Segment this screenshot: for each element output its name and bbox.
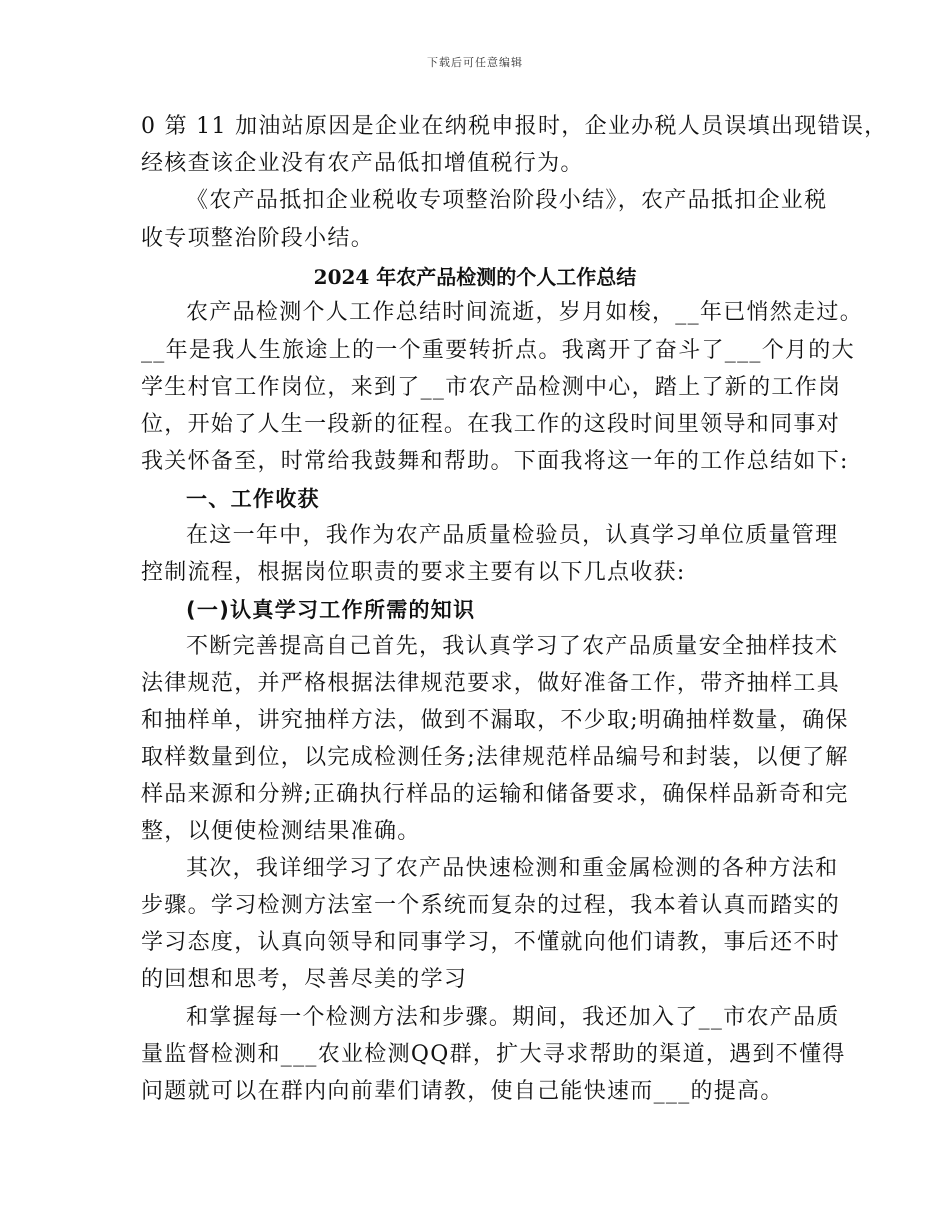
paragraph-line: 农产品检测个人工作总结时间流逝，岁月如梭，__年已悄然走过。 bbox=[186, 300, 864, 325]
paragraph-line: 整，以便使检测结果准确。 bbox=[141, 819, 421, 844]
paragraph-line: 问题就可以在群内向前辈们请教，使自己能快速而___的提高。 bbox=[141, 1079, 784, 1104]
paragraph-line: 和抽样单，讲究抽样方法，做到不漏取，不少取;明确抽样数量，确保 bbox=[141, 708, 849, 733]
paragraph-line: 不断完善提高自己首先，我认真学习了农产品质量安全抽样技术 bbox=[186, 634, 839, 659]
paragraph-line: 控制流程，根据岗位职责的要求主要有以下几点收获: bbox=[141, 560, 686, 585]
paragraph-line: 学习态度，认真向领导和同事学习，不懂就向他们请教，事后还不时 bbox=[141, 930, 841, 955]
section-title: 2024 年农产品检测的个人工作总结 bbox=[313, 265, 637, 289]
paragraph-line: 我关怀备至，时常给我鼓舞和帮助。下面我将这一年的工作总结如下: bbox=[141, 449, 849, 474]
paragraph-line: 的回想和思考，尽善尽美的学习 bbox=[141, 967, 468, 992]
subheading-study-knowledge: (一)认真学习工作所需的知识 bbox=[186, 598, 476, 622]
paragraph-line: 《农产品抵扣企业税收专项整治阶段小结》，农产品抵扣企业税 bbox=[186, 188, 828, 213]
paragraph-line: 步骤。学习检测方法室一个系统而复杂的过程，我本着认真而踏实的 bbox=[141, 893, 841, 918]
heading-work-gains: 一、工作收获 bbox=[186, 487, 320, 511]
paragraph-line: 量监督检测和___农业检测QQ群，扩大寻求帮助的渠道，遇到不懂得 bbox=[141, 1042, 846, 1067]
paragraph-line: 取样数量到位，以完成检测任务;法律规范样品编号和封装，以便了解 bbox=[141, 745, 849, 770]
paragraph-line: 样品来源和分辨;正确执行样品的运输和储备要求，确保样品新奇和完 bbox=[141, 782, 849, 807]
paragraph-line: 其次，我详细学习了农产品快速检测和重金属检测的各种方法和 bbox=[186, 856, 839, 881]
paragraph-line: __年是我人生旅途上的一个重要转折点。我离开了奋斗了___个月的大 bbox=[141, 338, 855, 363]
paragraph-line: 收专项整治阶段小结。 bbox=[141, 226, 375, 251]
paragraph-line: 和掌握每一个检测方法和步骤。期间，我还加入了__市农产品质 bbox=[186, 1005, 840, 1030]
paragraph-line: 学生村官工作岗位，来到了__市农产品检测中心，踏上了新的工作岗 bbox=[141, 375, 842, 400]
paragraph-line: 在这一年中，我作为农产品质量检验员，认真学习单位质量管理 bbox=[186, 523, 839, 548]
paragraph-line: 法律规范，并严格根据法律规范要求，做好准备工作，带齐抽样工具 bbox=[141, 671, 841, 696]
paragraph-line: 经核查该企业没有农产品低扣增值税行为。 bbox=[141, 151, 584, 176]
page-header: 下载后可任意编辑 bbox=[427, 56, 523, 69]
paragraph-line: 0 第 11 加油站原因是企业在纳税申报时，企业办税人员误填出现错误， bbox=[141, 114, 888, 139]
paragraph-line: 位，开始了人生一段新的征程。在我工作的这段时间里领导和同事对 bbox=[141, 412, 841, 437]
